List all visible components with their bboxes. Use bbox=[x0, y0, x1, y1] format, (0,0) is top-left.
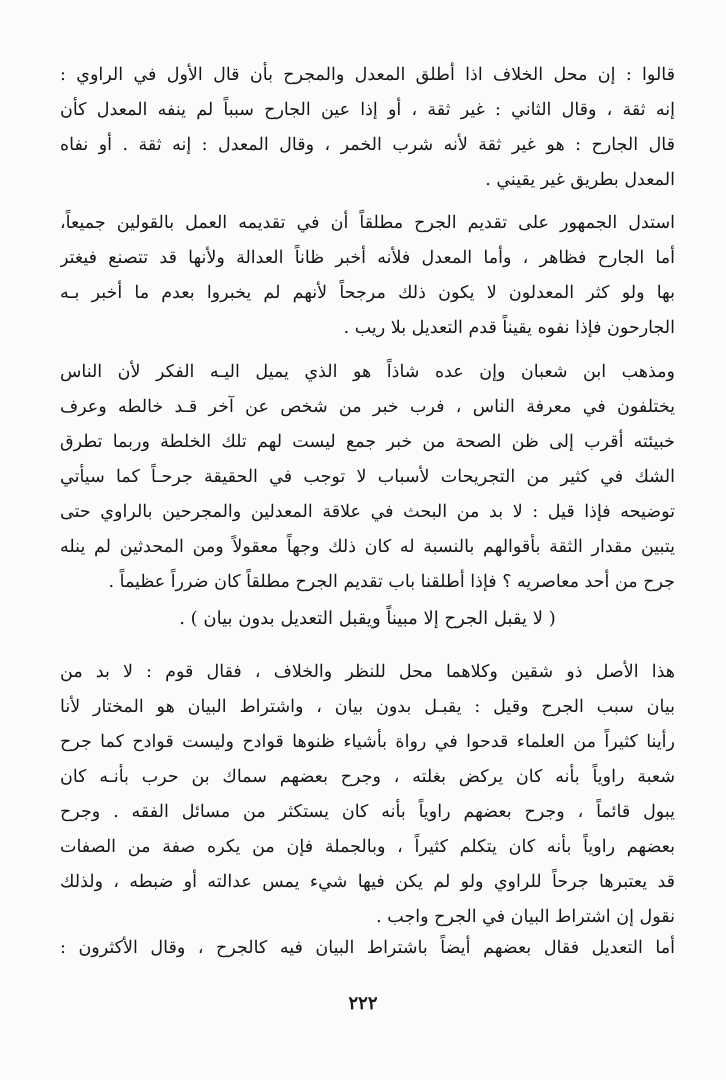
paragraph-5 bbox=[60, 931, 675, 966]
paragraph-line: بها ولو كثر المعدلون لا يكون ذلك مرجحاً لأنهم لم يخبروا بعدم ما أخبر بـه bbox=[60, 283, 675, 303]
paragraph-4 bbox=[60, 655, 675, 935]
paragraph-line: الجارحون فإذا نفوه يقيناً قدم التعديل بلا ريب . bbox=[343, 318, 675, 338]
paragraph-line: أما التعديل فقال بعضهم أيضاً باشتراط البيان فيه كالجرح ، وقال الأكثرون : bbox=[60, 938, 675, 958]
paragraph-line: استدل الجمهور على تقديم الجرح مطلقاً أن في تقديمه العمل بالقولين جميعاً، bbox=[60, 213, 675, 233]
paragraph-line: خبيئته أقرب إلى ظن الصحة من خبر جمع ليست لهم تلك الخلطة وربما تطرق bbox=[60, 432, 675, 452]
paragraph-line: توضيحه فإذا قيل : لا بد من البحث في علاقة المعدلين والمجرحين بالراوي حتى bbox=[60, 502, 675, 522]
paragraph-line: هذا الأصل ذو شقين وكلاهما محل للنظر والخلاف ، فقال قوم : لا بد من bbox=[60, 662, 675, 682]
paragraph-line: قالوا : إن محل الخلاف اذا أطلق المعدل والمجرح بأن قال الأول في الراوي : bbox=[60, 65, 675, 85]
page-number: ٢٢٢ bbox=[348, 993, 378, 1014]
paragraph-line: بيان سبب الجرح وقيل : يقبـل بدون بيان ، واشتراط البيان هو المختار لأنا bbox=[60, 697, 675, 717]
paragraph-3 bbox=[60, 355, 675, 600]
paragraph-line: نقول إن اشتراط البيان في الجرح واجب . bbox=[376, 907, 675, 927]
paragraph-line: يبول قائماً ، وجرح بعضهم راوياً بأنه كان يستكثر من مسائل الفقه . وجرح bbox=[60, 802, 675, 822]
paragraph-line: يختلفون في معرفة الناس ، فرب خبر من شخص عن آخر قـد خالطه وعرف bbox=[60, 397, 675, 417]
paragraph-line: إنه ثقة ، وقال الثاني : غير ثقة ، أو إذا عين الجارح سبباً لم ينفه المعدل كأن bbox=[60, 100, 675, 120]
paragraph-line: قد يعتبرها جرحاً للراوي ولو لم يكن فيها شيء يمس عدالته أو ضبطه ، ولذلك bbox=[60, 872, 675, 892]
paragraph-line: بعضهم راوياً بأنه كان يتكلم كثيراً ، وبالجملة فإن من يكره صفة من الصفات bbox=[60, 837, 675, 857]
paragraph-line: شعبة راوياً بأنه كان يركض بغلته ، وجرح بعضهم سماك بن حرب بأنـه كان bbox=[60, 767, 675, 787]
paragraph-line: ومذهب ابن شعبان وإن عده شاذاً هو الذي يميل اليـه الفكر لأن الناس bbox=[60, 362, 675, 382]
paragraph-line: رأينا كثيراً من العلماء قدحوا في رواة بأشياء ظنوها قوادح وليست قوادح كما جرح bbox=[60, 732, 675, 752]
paragraph-line: جرح من أحد معاصريه ؟ فإذا أطلقنا باب تقديم الجرح مطلقاً كان ضرراً عظيماً . bbox=[108, 572, 675, 592]
paragraph-line: يتبين مقدار الثقة بأقوالهم بالنسبة له كان ذلك وجهاً معقولاً ومن المحدثين لم ينله bbox=[60, 537, 675, 557]
paragraph-line: الشك في كثير من التجريحات لأسباب لا توجب في الحقيقة جرحـاً كما سيأتي bbox=[60, 467, 675, 487]
paragraph-1 bbox=[60, 58, 675, 198]
paragraph-line: قال الجارح : هو غير ثقة لأنه شرب الخمر ، وقال المعدل : إنه ثقة . أو نفاه bbox=[60, 135, 675, 155]
paragraph-2 bbox=[60, 206, 675, 346]
paragraph-line: المعدل بطريق غير يقيني . bbox=[485, 170, 675, 190]
section-heading: ( لا يقبل الجرح إلا مبيناً ويقبل التعديل بدون بيان ) . bbox=[179, 608, 556, 629]
paragraph-line: أما الجارح فظاهر ، وأما المعدل فلأنه أخبر ظاناً العدالة ولأنها قد تتصنع فيغتر bbox=[60, 248, 675, 268]
